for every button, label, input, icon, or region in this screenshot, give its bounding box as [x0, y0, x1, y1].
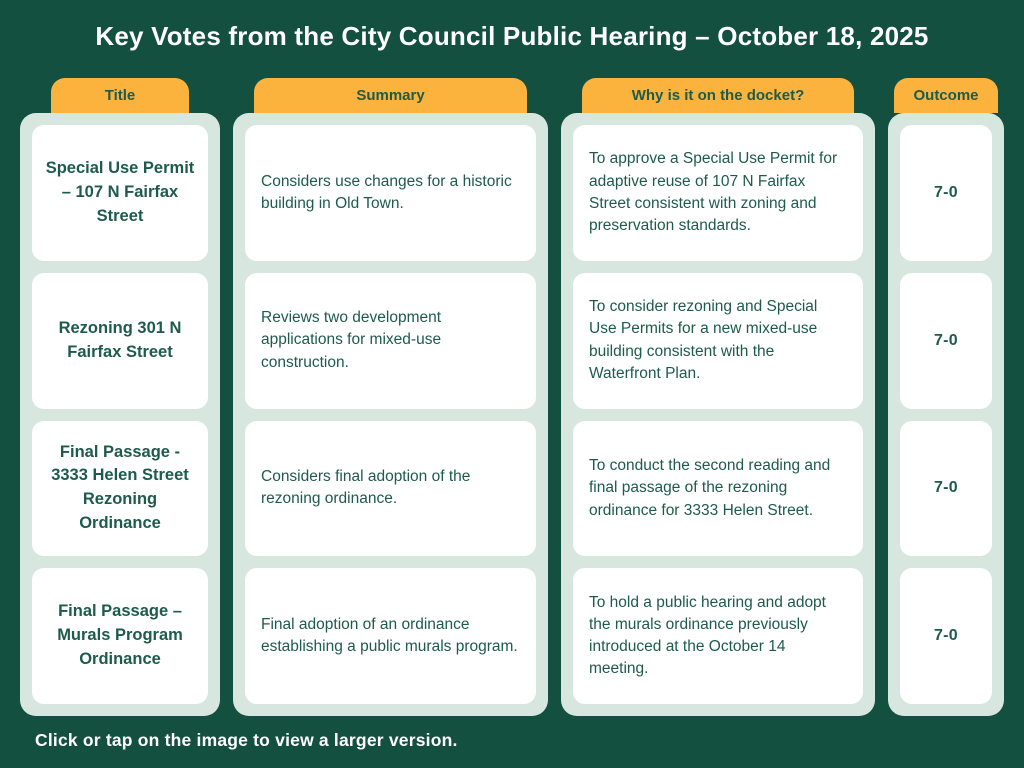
votes-table [20, 78, 1004, 716]
column-summary [233, 78, 548, 716]
docket-cell-row-3: To conduct the second reading and final passage of the rezoning ordinance for 3333 Helen Street. [573, 421, 863, 557]
column-title [20, 78, 220, 716]
page-title: Key Votes from the City Council Public Hearing – October 18, 2025 [95, 21, 929, 51]
docket-cell-row-1: To approve a Special Use Permit for adaptive reuse of 107 N Fairfax Street consistent with zoning and preservation standards. [573, 125, 863, 261]
title-cell-row-2: Rezoning 301 N Fairfax Street [32, 273, 208, 409]
column-header-outcome: Outcome [894, 78, 998, 113]
summary-cell-row-4: Final adoption of an ordinance establishing a public murals program. [245, 568, 536, 704]
docket-cell-row-2: To consider rezoning and Special Use Permits for a new mixed-use building consistent with the Waterfront Plan. [573, 273, 863, 409]
summary-cell-row-3: Considers final adoption of the rezoning ordinance. [245, 421, 536, 557]
column-header-title: Title [51, 78, 189, 113]
docket-cell-row-4: To hold a public hearing and adopt the murals ordinance previously introduced at the October 14 meeting. [573, 568, 863, 704]
footer-caption: Click or tap on the image to view a larger version. [35, 730, 458, 750]
outcome-cell-row-4: 7-0 [900, 568, 992, 704]
column-title-body [20, 113, 220, 716]
summary-cell-row-1: Considers use changes for a historic building in Old Town. [245, 125, 536, 261]
column-summary-body [233, 113, 548, 716]
outcome-cell-row-1: 7-0 [900, 125, 992, 261]
column-header-docket: Why is it on the docket? [582, 78, 854, 113]
column-header-summary: Summary [254, 78, 526, 113]
title-cell-row-3: Final Passage - 3333 Helen Street Rezoning Ordinance [32, 421, 208, 557]
column-outcome-body [888, 113, 1004, 716]
column-docket [561, 78, 875, 716]
column-outcome [888, 78, 1004, 716]
title-cell-row-1: Special Use Permit – 107 N Fairfax Street [32, 125, 208, 261]
column-docket-body [561, 113, 875, 716]
outcome-cell-row-3: 7-0 [900, 421, 992, 557]
outcome-cell-row-2: 7-0 [900, 273, 992, 409]
summary-cell-row-2: Reviews two development applications for mixed-use construction. [245, 273, 536, 409]
title-cell-row-4: Final Passage – Murals Program Ordinance [32, 568, 208, 704]
